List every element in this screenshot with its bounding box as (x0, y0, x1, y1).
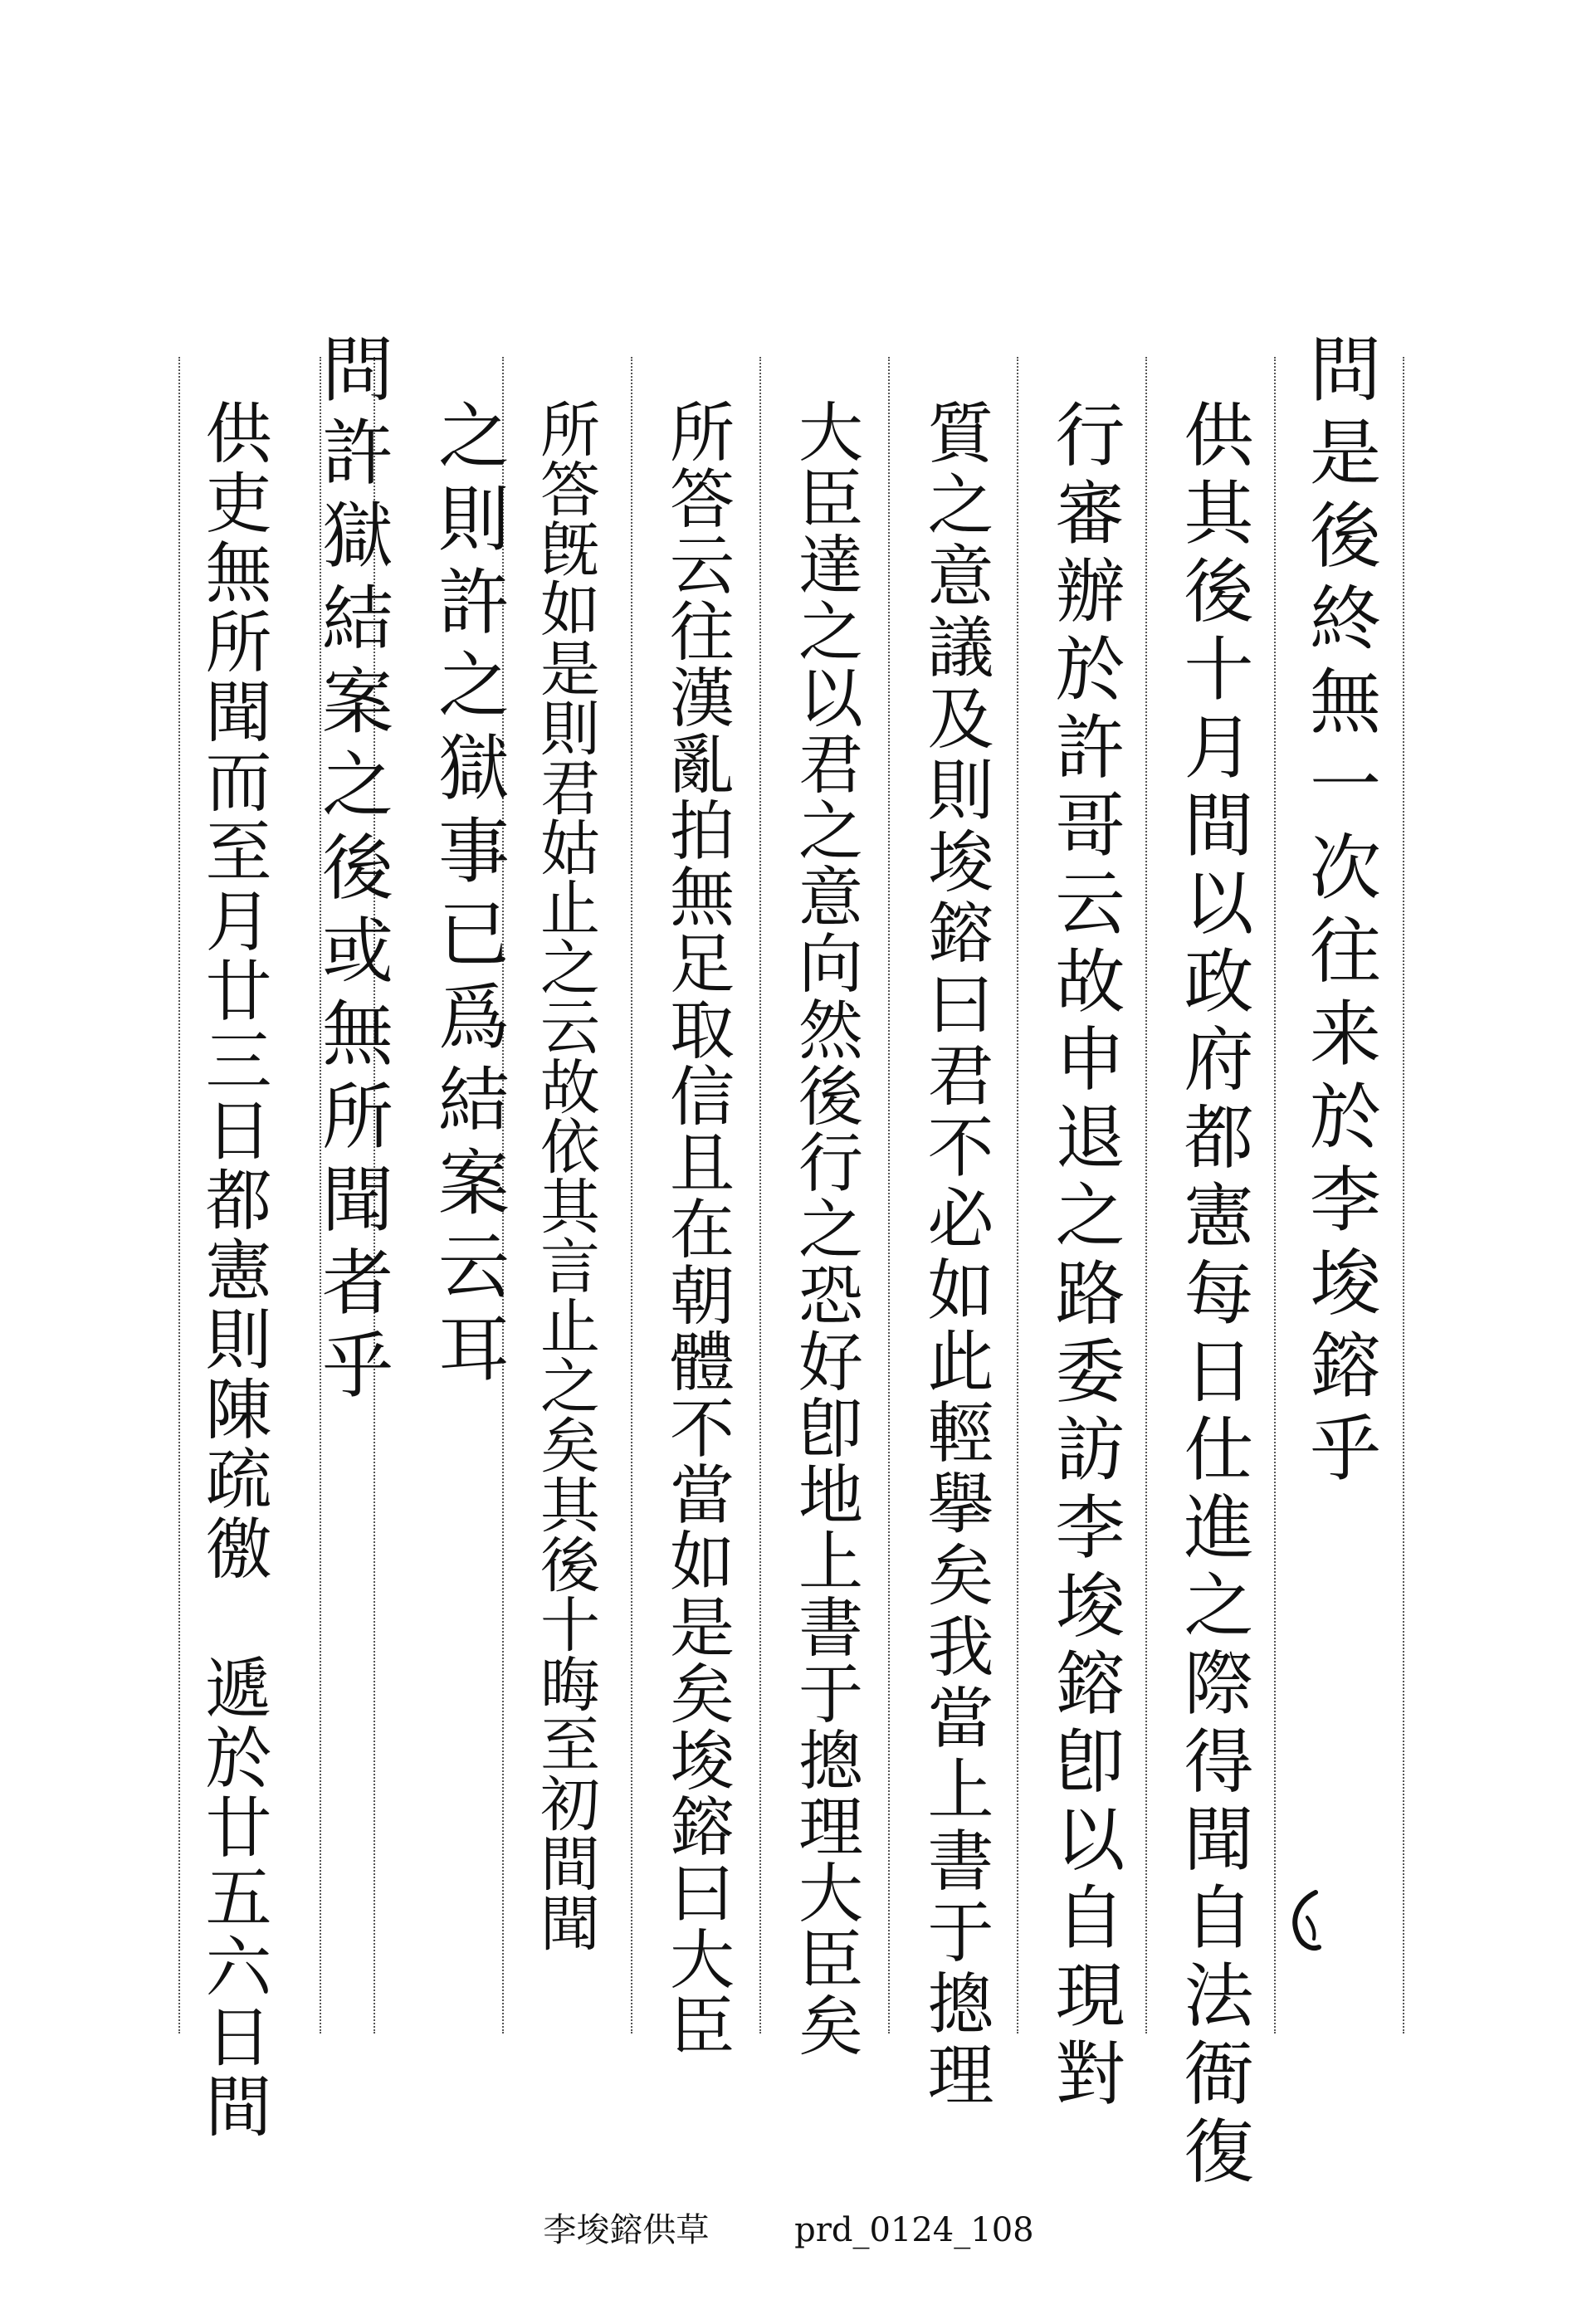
column-rule (1274, 357, 1276, 2034)
text-column-10: 供吏無所聞而至月廿三日都憲則陳疏徼 遞於廿五六日間 (194, 398, 271, 2141)
text-column-5: 大臣達之以君之意向然後行之恐好卽地上書于摠理大臣矣 (788, 398, 862, 2058)
text-column-1: 問是後終無一次往来於李埈鎔乎 (1297, 332, 1380, 1494)
text-column-3: 行審辦於許哥云故申退之路委訪李埈鎔卽以自現對 (1044, 398, 1125, 2115)
column-rule (1145, 357, 1147, 2034)
text-column-2: 供其後十月間以政府都憲每日仕進之際得聞自法衙復 (1173, 398, 1254, 2193)
column-rule (631, 357, 632, 2034)
page-footer (0, 2204, 1577, 2251)
column-rule (1017, 357, 1018, 2034)
text-column-4: 質之意議及則埈鎔曰君不必如此輕擧矣我當上書于摠理 (916, 398, 994, 2112)
ink-mark-icon (1282, 1884, 1332, 1959)
footer-title: 李埈鎔供草 (543, 2211, 710, 2249)
text-column-8: 之則許之獄事已爲結案云耳 (426, 398, 509, 1394)
column-rule (888, 357, 890, 2034)
footer-code: prd_0124_108 (794, 2211, 1034, 2249)
column-rule (759, 357, 761, 2034)
column-rule (178, 357, 180, 2034)
text-column-6: 所答云往漢亂拍無足取信且在朝體不當如是矣埈鎔曰大臣 (659, 398, 734, 2058)
text-column-7: 所答旣如是則君姑止之云故依其言止之矣其後十晦至初間聞 (530, 398, 600, 1952)
text-column-9: 問許獄結案之後或無所聞者乎 (310, 332, 393, 1411)
column-rule (1403, 357, 1404, 2034)
